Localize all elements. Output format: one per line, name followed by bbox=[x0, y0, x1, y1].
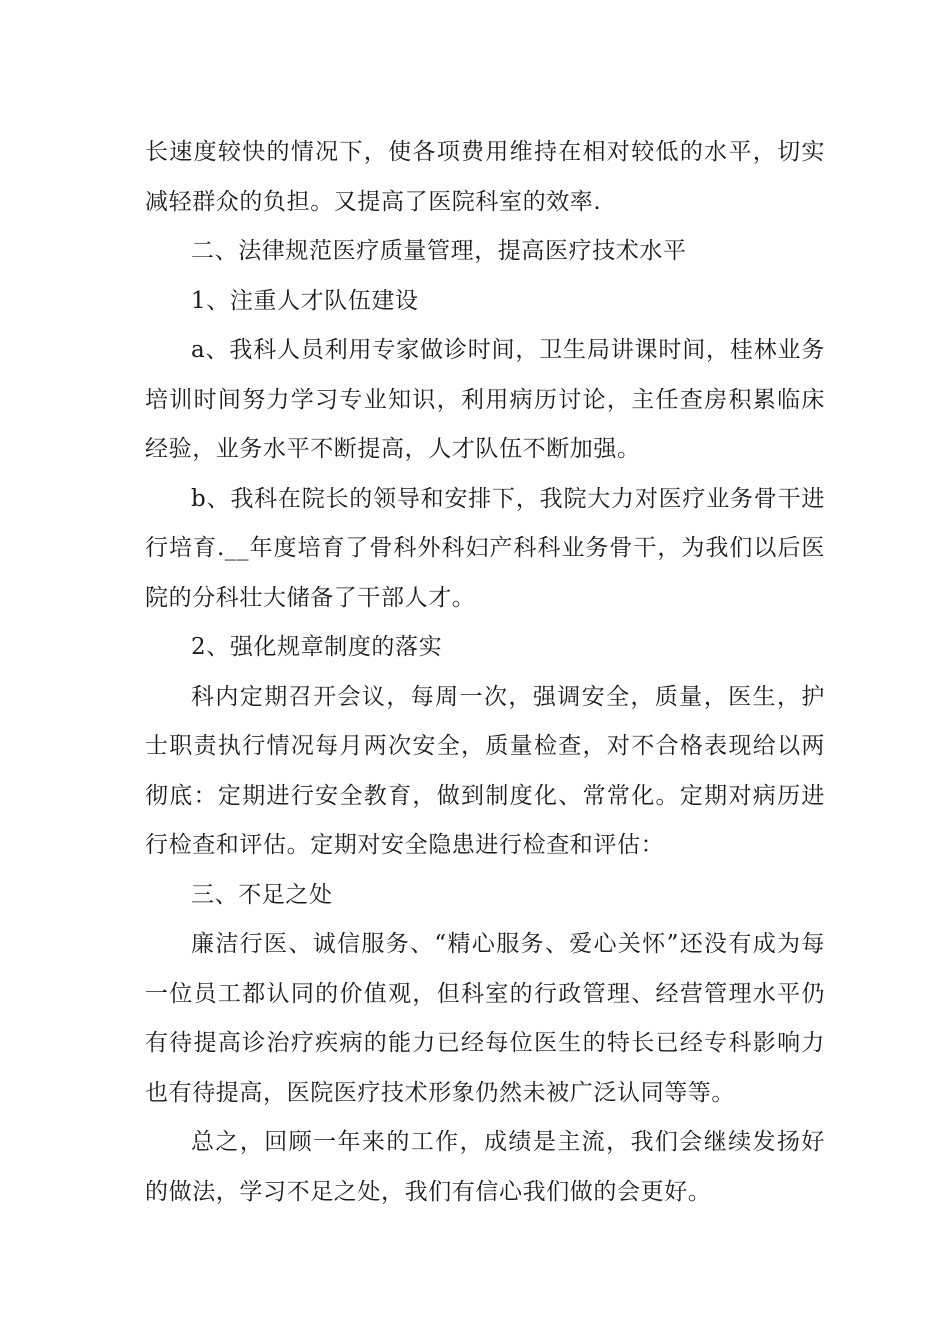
section-heading-2: 二、法律规范医疗质量管理，提高医疗技术水平 bbox=[191, 238, 687, 264]
section-heading-3: 三、不足之处 bbox=[191, 881, 333, 908]
paragraph-shortcomings: 廉洁行医、诚信服务、“精心服务、爱心关怀”还没有成为每一位员工都认同的价值观，但科室的行政管理、经营管理水平仍有待提高诊治疗疾病的能力已经每位医生的特长已经专科影响力也有待提高，医院医疗技术形象仍然未被广泛认同等等。 bbox=[145, 931, 825, 1106]
paragraph-rules: 科内定期召开会议，每周一次，强调安全，质量，医生，护士职责执行情况每月两次安全，质量检查，对不合格表现给以两彻底：定期进行安全教育，做到制度化、常常化。定期对病历进行检查和评估。定期对安全隐患进行检查和评估： bbox=[145, 683, 825, 858]
paragraph-conclusion: 总之，回顾一年来的工作，成绩是主流，我们会继续发扬好的做法，学习不足之处，我们有信心我们做的会更好。 bbox=[145, 1129, 825, 1205]
document-body bbox=[145, 128, 825, 1217]
paragraph-continuation: 长速度较快的情况下，使各项费用维持在相对较低的水平，切实减轻群众的负担。又提高了医院科室的效率. bbox=[145, 139, 825, 215]
subheading-2: 2、强化规章制度的落实 bbox=[191, 634, 443, 660]
subheading-1: 1、注重人才队伍建设 bbox=[191, 287, 419, 314]
paragraph-b: b、我科在院长的领导和安排下，我院大力对医疗业务骨干进行培育.__年度培育了骨科外科妇产科科业务骨干，为我们以后医院的分科壮大储备了干部人才。 bbox=[145, 485, 825, 611]
paragraph-a: a、我科人员利用专家做诊时间，卫生局讲课时间，桂林业务培训时间努力学习专业知识，利用病历讨论，主任查房积累临床经验，业务水平不断提高，人才队伍不断加强。 bbox=[145, 337, 825, 462]
